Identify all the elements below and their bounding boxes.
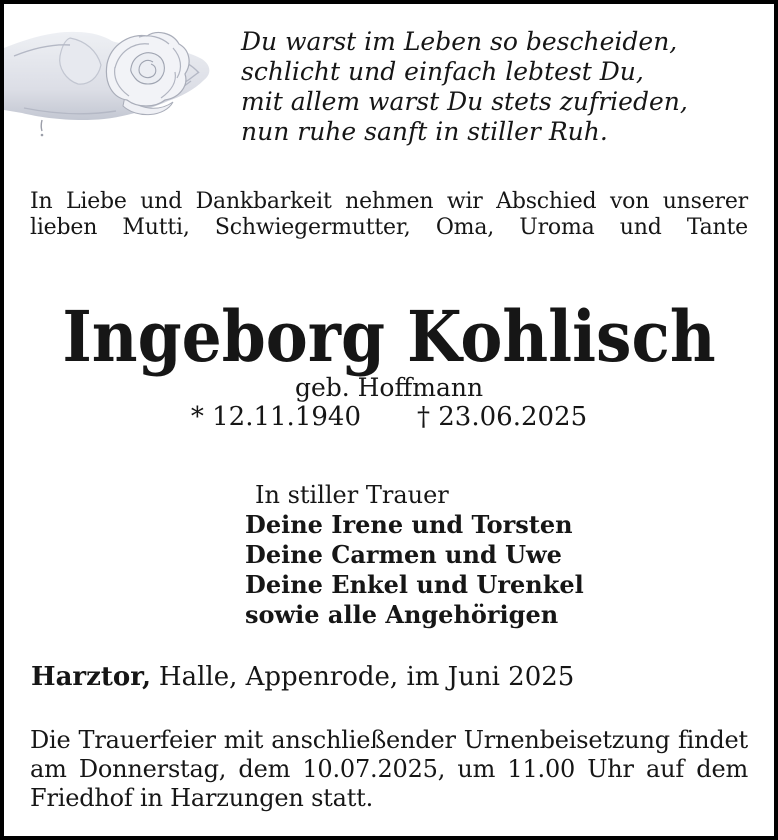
deceased-name: Ingeborg Kohlisch — [62, 295, 716, 378]
mourner-line: Deine Irene und Torsten — [245, 510, 573, 539]
birth-date: * 12.11.1940 — [190, 402, 361, 432]
poem-line: nun ruhe sanft in stiller Ruh. — [241, 117, 608, 146]
place-date-line — [31, 662, 574, 692]
hand-rose-image — [4, 18, 218, 144]
poem-line: Du warst im Leben so bescheiden, — [241, 27, 678, 56]
poem-line: mit allem warst Du stets zufrieden, — [241, 87, 688, 116]
death-date: † 23.06.2025 — [417, 402, 588, 432]
mourner-line: Deine Carmen und Uwe — [245, 540, 562, 569]
intro-line: lieben Mutti, Schwiegermutter, Oma, Uroma und Tante — [30, 215, 748, 240]
funeral-line: am Donnerstag, dem 10.07.2025, um 11.00 Uhr auf dem — [30, 755, 748, 783]
place-rest: Halle, Appenrode, im Juni 2025 — [158, 662, 575, 692]
mourners-block — [245, 480, 584, 630]
mourners-heading: In stiller Trauer — [255, 481, 449, 509]
mourner-line: Deine Enkel und Urenkel — [245, 570, 584, 599]
funeral-line: Die Trauerfeier mit anschließender Urnenbeisetzung findet — [30, 726, 748, 754]
poem-line: schlicht und einfach lebtest Du, — [241, 57, 644, 86]
photo-artifact-mark — [41, 120, 44, 136]
intro-paragraph — [30, 189, 748, 241]
funeral-paragraph — [30, 726, 748, 813]
life-dates — [4, 402, 774, 432]
intro-line: In Liebe und Dankbarkeit nehmen wir Abschied von unserer — [30, 189, 748, 214]
funeral-line: Friedhof in Harzungen statt. — [30, 784, 374, 812]
maiden-name: geb. Hoffmann — [294, 373, 484, 402]
mourner-line: sowie alle Angehörigen — [245, 600, 559, 629]
poem — [241, 27, 688, 147]
place-name: Harztor, — [31, 662, 152, 692]
